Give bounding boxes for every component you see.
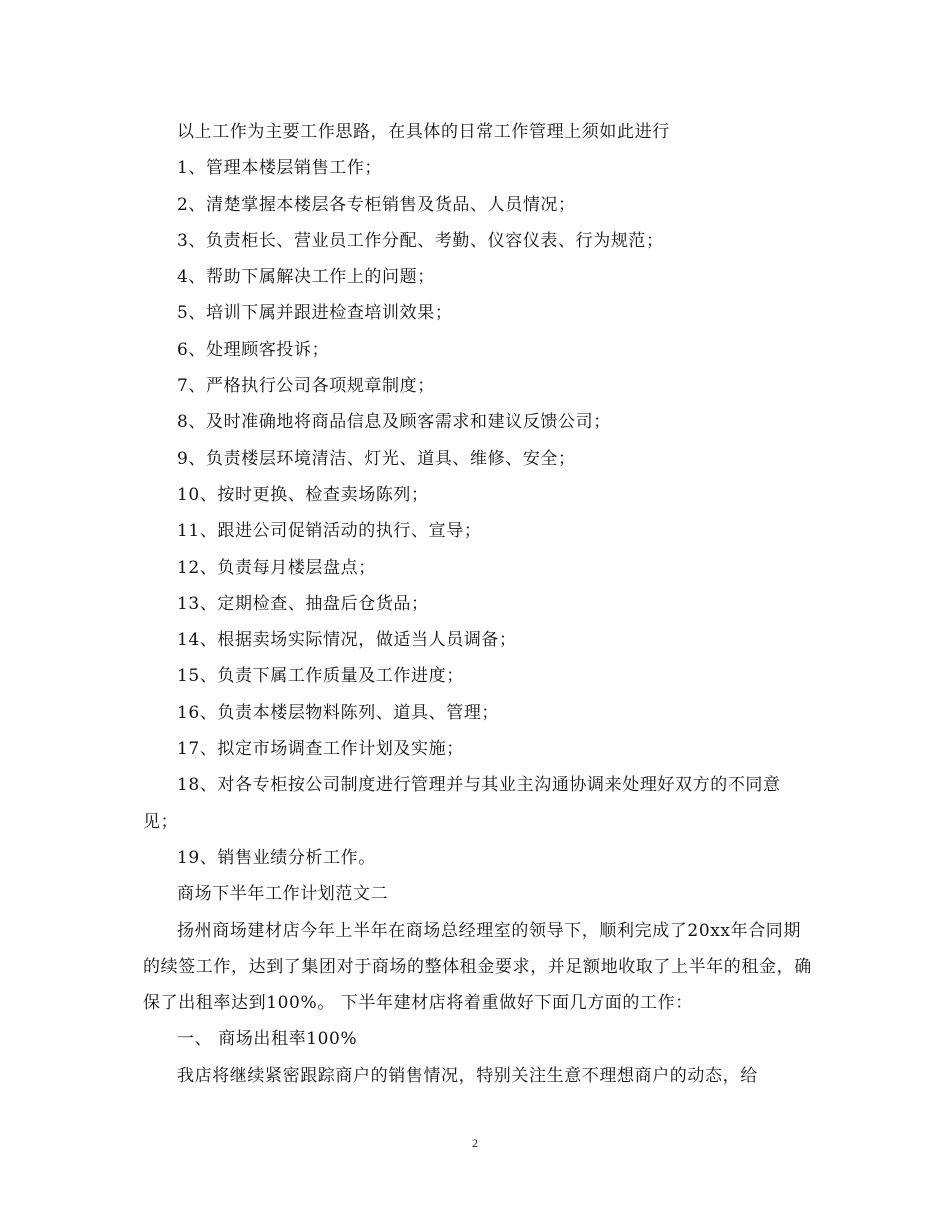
list-item-10: 10、按时更换、检查卖场陈列； [177, 484, 429, 505]
subsection-heading: 一、 商场出租率100% [177, 1029, 358, 1050]
list-item-16: 16、负责本楼层物料陈列、道具、管理； [177, 702, 500, 723]
section-heading: 商场下半年工作计划范文二 [177, 884, 389, 905]
list-item-18: 18、对各专柜按公司制度进行管理并与其业主沟通协调来处理好双方的不同意见； [143, 775, 781, 832]
paragraph-body: 扬州商场建材店今年上半年在商场总经理室的领导下，顺利完成了20xx年合同期的续签工作，达到了集团对于商场的整体租金要求，并足额地收取了上半年的租金，确保了出租率达到100%。 下半年建材店将着重做好下面几方面的工作： [143, 920, 812, 1014]
list-item-12: 12、负责每月楼层盘点； [177, 557, 376, 578]
list-item-1: 1、管理本楼层销售工作； [177, 158, 383, 179]
list-item-6: 6、处理顾客投诉； [177, 339, 330, 360]
paragraph-intro: 以上工作为主要工作思路，在具体的日常工作管理上须如此进行 [177, 122, 670, 142]
list-item-9: 9、负责楼层环境清洁、灯光、道具、维修、安全； [177, 448, 576, 469]
list-item-4: 4、帮助下属解决工作上的问题； [177, 267, 435, 288]
list-item-19: 19、销售业绩分析工作。 [177, 847, 376, 868]
list-item-17: 17、拟定市场调查工作计划及实施； [177, 739, 464, 760]
list-item-3: 3、负责柜长、营业员工作分配、考勤、仪容仪表、行为规范； [177, 230, 664, 251]
document-body [143, 114, 813, 1094]
list-item-14: 14、根据卖场实际情况，做适当人员调备； [177, 630, 517, 651]
page-number: 2 [472, 1136, 478, 1150]
paragraph-continued: 我店将继续紧密跟踪商户的销售情况，特别关注生意不理想商户的动态，给 [177, 1065, 758, 1086]
list-item-13: 13、定期检查、抽盘后仓货品； [177, 593, 429, 614]
list-item-11: 11、跟进公司促销活动的执行、宣导； [177, 521, 482, 542]
list-item-5: 5、培训下属并跟进检查培训效果； [177, 303, 453, 324]
list-item-15: 15、负责下属工作质量及工作进度； [177, 666, 464, 687]
list-item-8: 8、及时准确地将商品信息及顾客需求和建议反馈公司； [177, 412, 611, 433]
list-item-2: 2、清楚掌握本楼层各专柜销售及货品、人员情况； [177, 194, 576, 215]
list-item-7: 7、严格执行公司各项规章制度； [177, 376, 435, 397]
